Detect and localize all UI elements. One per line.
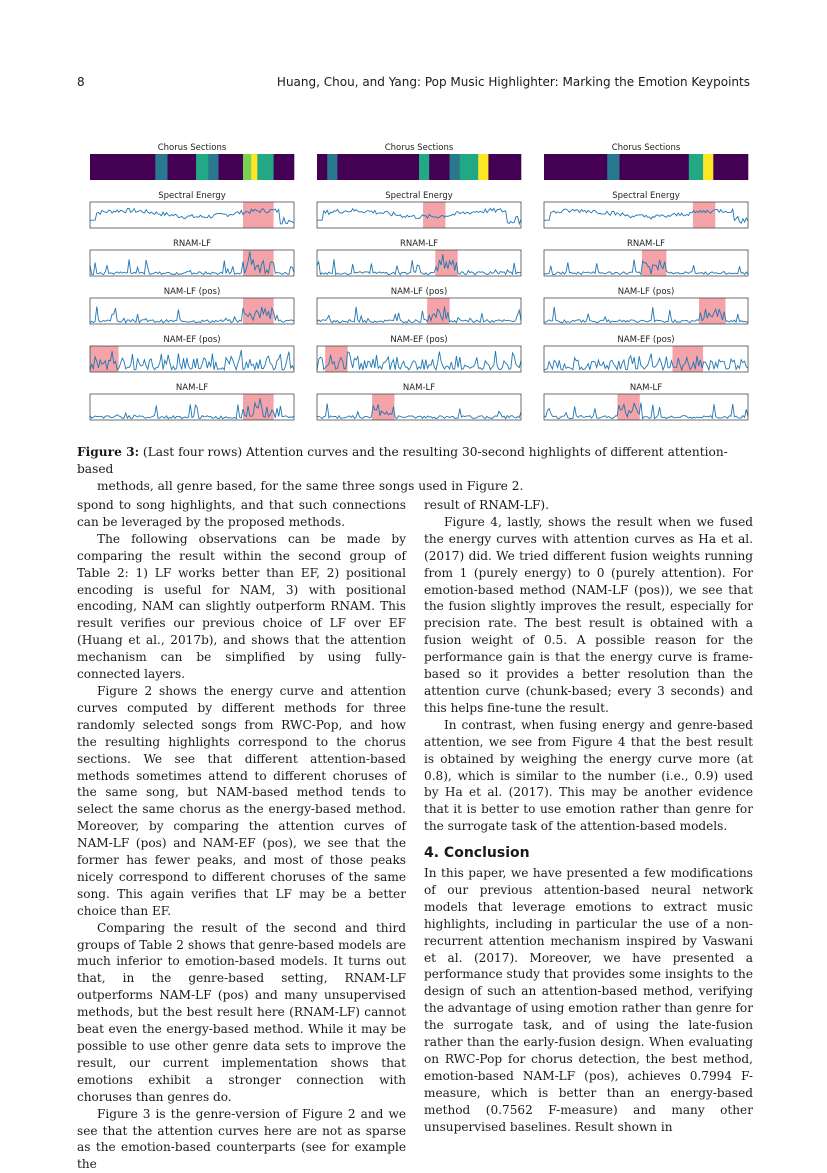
panel-title: NAM-LF (pos): [390, 287, 448, 297]
panel-title: Chorus Sections: [611, 143, 681, 153]
left-paragraph-3: Figure 2 shows the energy curve and attention curves computed by different methods for three randomly selected songs from RWC-Pop, and how the resulting highlights correspond to the chorus sections. We see that different attention-based methods sometimes attend to different choruses of the same song, but NAM-based method tends to select the same chorus as the energy-based method. Moreover, by comparing the attention curves of NAM-LF (pos) and NAM-EF (pos), we see that the former has fewer peaks, and most of those peaks nicely correspond to different choruses of the same song. This again verifies that LF may be a better choice than EF.: [77, 683, 406, 918]
highlight-region: [693, 202, 715, 228]
highlight-region: [673, 346, 704, 372]
highlight-region: [617, 394, 639, 420]
panel-title: Spectral Energy: [158, 191, 226, 201]
panel-title: NAM-LF: [629, 383, 663, 393]
panel-frame: [317, 298, 521, 324]
right-paragraph-1: result of RNAM-LF).: [424, 498, 549, 512]
right-paragraph-3: In contrast, when fusing energy and genre-based attention, we see from Figure 4 that the best result is obtained by weighing the energy curve more (at 0.8), which is similar to the number (i.e., 0.9) used by Ha et al. (2017). This may be another evidence that it is better to use emotion rather than genre for the surrogate task of the attention-based models.: [424, 717, 753, 834]
caption-label: Figure 3:: [77, 445, 140, 459]
panel-title: NAM-LF: [175, 383, 209, 393]
figure-caption: [77, 444, 753, 495]
left-paragraph-4: Comparing the result of the second and third groups of Table 2 shows that genre-based models are much inferior to emotion-based models. It turns out that, in the genre-based setting, RNAM-LF outperforms NAM-LF (pos) and many unsupervised methods, but the best result here (RNAM-LF) cannot beat even the energy-based method. While it may be possible to use other genre data sets to improve the result, our current implementation shows that emotions exhibit a stronger connection with choruses than genres do.: [77, 920, 406, 1104]
chorus-segment: [317, 154, 328, 180]
left-paragraph-5: Figure 3 is the genre-version of Figure 2 and we see that the attention curves here are not as sparse as the emotion-based counterparts (see for example the: [77, 1106, 406, 1172]
panel-title: NAM-EF (pos): [617, 335, 675, 345]
chorus-segment: [607, 154, 620, 180]
chorus-segment: [219, 154, 244, 180]
attention-curve: [544, 354, 748, 370]
chorus-segment: [460, 154, 479, 180]
chorus-segment: [544, 154, 608, 180]
chorus-segment: [155, 154, 168, 180]
attention-curve: [544, 209, 748, 223]
panel-title: NAM-EF (pos): [390, 335, 448, 345]
right-paragraph-4: In this paper, we have presented a few modifications of our previous attention-based neural network models that leverage emotions to extract music highlights, including in particular the use of a non-recurrent attention mechanism inspired by Vaswani et al. (2017). Moreover, we have presented a performance study that provides some insights to the design of such an attention-based method, verifying the advantage of using emotion rather than genre for the surrogate task, and of using the late-fusion rather than the early-fusion design. When evaluating on RWC-Pop for chorus detection, the best method, emotion-based NAM-LF (pos), achieves 0.7994 F-measure, which is better than an energy-based method (0.7562 F-measure) and many other unsupervised baselines. Result shown in: [424, 866, 753, 1134]
left-column: [77, 497, 406, 1173]
chorus-segment: [251, 154, 257, 180]
chorus-segment: [450, 154, 461, 180]
chorus-segment: [713, 154, 748, 180]
caption-text-2: methods, all genre based, for the same three songs used in Figure 2.: [97, 479, 524, 493]
attention-curve: [544, 403, 748, 419]
panel-title: NAM-LF (pos): [617, 287, 675, 297]
chorus-segment: [478, 154, 489, 180]
attention-curve: [317, 307, 521, 323]
caption-text-1: (Last four rows) Attention curves and the resulting 30-second highlights of different attention-based: [77, 445, 728, 476]
panel-title: Chorus Sections: [157, 143, 227, 153]
chorus-segment: [419, 154, 430, 180]
chorus-segment: [488, 154, 521, 180]
panel-title: NAM-EF (pos): [163, 335, 221, 345]
chorus-segment: [168, 154, 197, 180]
chorus-segment: [90, 154, 156, 180]
attention-curve: [317, 208, 521, 224]
chorus-segment: [689, 154, 704, 180]
page-number: 8: [77, 75, 85, 89]
panel-title: Chorus Sections: [384, 143, 454, 153]
panel-frame: [317, 202, 521, 228]
chorus-segment: [208, 154, 219, 180]
running-title: Huang, Chou, and Yang: Pop Music Highlighter: Marking the Emotion Keypoints: [276, 75, 750, 89]
attention-curve: [90, 350, 294, 370]
panel-title: RNAM-LF: [172, 239, 212, 249]
section-heading-conclusion: 4. Conclusion: [424, 845, 530, 862]
panel-title: NAM-LF: [402, 383, 436, 393]
chorus-segment: [429, 154, 450, 180]
left-paragraph-1: spond to song highlights, and that such connections can be leveraged by the proposed methods.: [77, 498, 406, 529]
chorus-segment: [257, 154, 274, 180]
panel-title: NAM-LF (pos): [163, 287, 221, 297]
chorus-segment: [274, 154, 295, 180]
left-paragraph-2: The following observations can be made by comparing the result within the second group of Table 2: 1) LF works better than EF, 2) positional encoding is useful for NAM, 3) with positional encoding, NAM can slightly outperform RNAM. This result verifies our previous choice of LF over EF (Huang et al., 2017b), and shows that the attention mechanism can be simplified by using fully-connected layers.: [77, 531, 406, 682]
right-paragraph-2: Figure 4, lastly, shows the result when we fused the energy curves with attention curves as Ha et al. (2017) did. We tried different fusion weights running from 1 (purely energy) to 0 (purely attention). For emotion-based method (NAM-LF (pos)), we see that the fusion slightly improves the result, especially for precision rate. The best result is obtained with a fusion weight of 0.5. A possible reason for the performance gain is that the energy curve is frame-based so it provides a better resolution than the attention curve (chunk-based; every 3 seconds) and this helps fine-tune the result.: [424, 514, 753, 715]
panel-title: Spectral Energy: [612, 191, 680, 201]
running-header: [77, 75, 750, 93]
highlight-region: [372, 394, 394, 420]
highlight-region: [423, 202, 445, 228]
highlight-region: [243, 202, 274, 228]
panel-title: Spectral Energy: [385, 191, 453, 201]
figure-3: [86, 140, 752, 430]
highlight-region: [90, 346, 119, 372]
chorus-segment: [337, 154, 419, 180]
chorus-segment: [327, 154, 338, 180]
attention-curve: [317, 254, 521, 274]
attention-curve: [317, 404, 521, 419]
right-column: [424, 497, 753, 1136]
chorus-segment: [196, 154, 209, 180]
chorus-segment: [703, 154, 714, 180]
chorus-segment: [620, 154, 690, 180]
panel-title: RNAM-LF: [399, 239, 439, 249]
chorus-segment: [243, 154, 252, 180]
panel-title: RNAM-LF: [626, 239, 666, 249]
highlight-region: [243, 298, 274, 324]
